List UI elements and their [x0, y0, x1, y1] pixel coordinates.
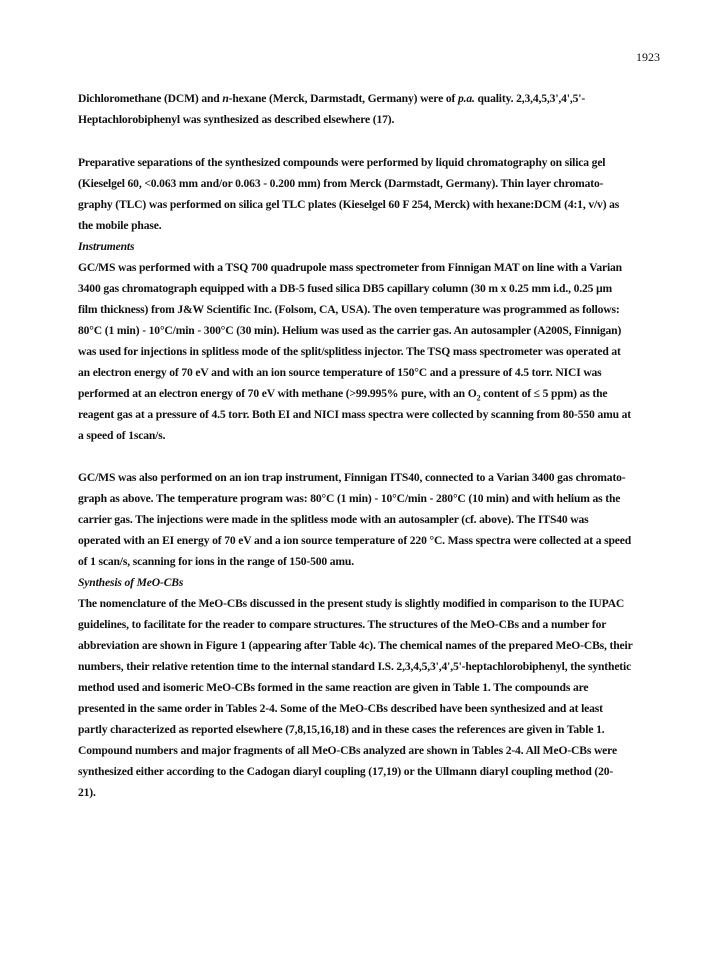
text-line: was used for injections in splitless mode of the split/splitless injector. The TSQ mass spectrometer was operated at: [78, 345, 621, 358]
text-line: graphy (TLC) was performed on silica gel TLC plates (Kieselgel 60 F 254, Merck) with hexane:DCM (4:1, v/v) as: [78, 198, 620, 211]
text-line: method used and isomeric MeO-CBs formed in the same reaction are given in Table 1. The compounds are: [78, 681, 589, 694]
text-line: reagent gas at a pressure of 4.5 torr. Both EI and NICI mass spectra were collected by scanning from 80-550 amu at: [78, 408, 632, 421]
text-line: film thickness) from J&W Scientific Inc. (Folsom, CA, USA). The oven temperature was programmed as follows:: [78, 303, 620, 316]
text-line: 3400 gas chromatograph equipped with a DB-5 fused silica DB5 capillary column (30 m x 0.25 mm i.d., 0.25 µm: [78, 282, 613, 295]
text-line: a speed of 1scan/s.: [78, 429, 166, 442]
text-line: abbreviation are shown in Figure 1 (appearing after Table 4c). The chemical names of the prepared MeO-CBs, their: [78, 639, 633, 652]
text-line: performed at an electron energy of 70 eV with methane (>99.995% pure, with an $O_2$ content of ≤ 5 ppm) as the: [78, 387, 608, 403]
text-line: an electron energy of 70 eV and with an ion source temperature of 150°C and a pressure of 4.5 torr. NICI was: [78, 366, 602, 379]
text-line: Heptachlorobiphenyl was synthesized as described elsewhere (17).: [78, 113, 395, 126]
text-line: the mobile phase.: [78, 219, 162, 232]
text-line: graph as above. The temperature program was: 80°C (1 min) - 10°C/min - 280°C (10 min) and with helium as the: [78, 492, 621, 505]
text-line: 80°C (1 min) - 10°C/min - 300°C (30 min). Helium was used as the carrier gas. An autosampler (A200S, Finnigan): [78, 324, 622, 337]
page-number: 1923: [636, 50, 660, 64]
text-line: Dichloromethane (DCM) and n-hexane (Merck, Darmstadt, Germany) were of p.a. quality. 2,3,4,5,3',4',5'-: [78, 92, 586, 105]
text-line: GC/MS was performed with a TSQ 700 quadrupole mass spectrometer from Finnigan MAT on line with a Varian: [78, 261, 622, 274]
text-line: guidelines, to facilitate for the reader to compare structures. The structures of the MeO-CBs and a number for: [78, 618, 607, 631]
text-line: Compound numbers and major fragments of all MeO-CBs analyzed are shown in Tables 2-4. All MeO-CBs were: [78, 744, 617, 757]
text-line: The nomenclature of the MeO-CBs discussed in the present study is slightly modified in comparison to the IUPAC: [78, 597, 625, 610]
text-line: 21).: [78, 786, 96, 799]
text-line: Preparative separations of the synthesized compounds were performed by liquid chromatography on silica gel: [78, 156, 606, 169]
text-line: synthesized either according to the Cadogan diaryl coupling (17,19) or the Ullmann diaryl coupling method (20-: [78, 765, 614, 778]
paragraph-gcms-tsq: [78, 257, 660, 446]
text-line: partly characterized as reported elsewhere (7,8,15,16,18) and in these cases the references are given in Table 1.: [78, 723, 605, 736]
text-line: of 1 scan/s, scanning for ions in the range of 150-500 amu.: [78, 555, 354, 568]
paragraph-gcms-ion-trap: [78, 467, 660, 572]
text-line: GC/MS was also performed on an ion trap instrument, Finnigan ITS40, connected to a Varian 3400 gas chromato-: [78, 471, 626, 484]
section-heading-synthesis: Synthesis of MeO-CBs: [78, 576, 184, 589]
text-line: operated with an EI energy of 70 eV and a ion source temperature of 220 °C. Mass spectra were collected at a speed: [78, 534, 632, 547]
section-heading-instruments: Instruments: [78, 240, 135, 253]
paragraph-nomenclature: [78, 593, 660, 803]
text-line: carrier gas. The injections were made in the splitless mode with an autosampler (cf. above). The ITS40 was: [78, 513, 589, 526]
paragraph-separations: [78, 152, 660, 236]
article-body: [78, 88, 660, 803]
paragraph-solvents: [78, 88, 660, 130]
text-line: presented in the same order in Tables 2-4. Some of the MeO-CBs described have been synthesized and at least: [78, 702, 603, 715]
text-line: (Kieselgel 60, <0.063 mm and/or 0.063 - 0.200 mm) from Merck (Darmstadt, Germany). Thin layer chromato-: [78, 177, 604, 190]
text-line: numbers, their relative retention time to the internal standard I.S. 2,3,4,5,3',4',5'-heptachlorobiphenyl, the synthetic: [78, 660, 632, 673]
